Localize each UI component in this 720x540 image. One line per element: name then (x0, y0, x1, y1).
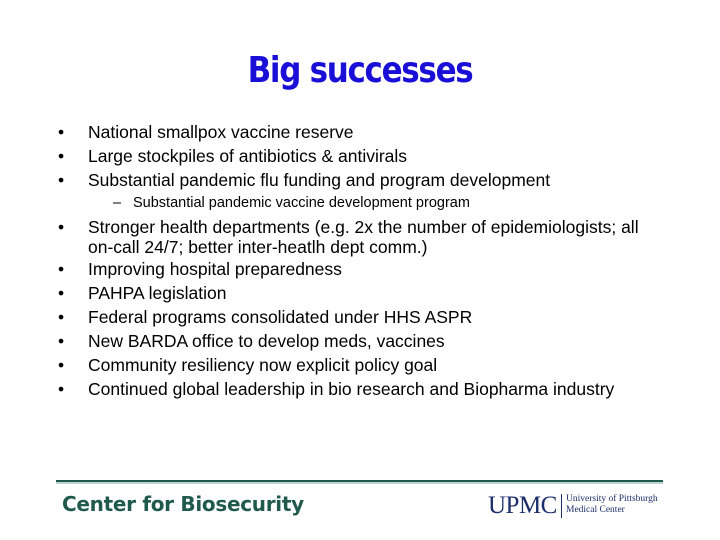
footer-rule-light (56, 482, 663, 484)
sub-bullet-text: Substantial pandemic vaccine development program (133, 195, 470, 211)
upmc-logo: UPMC (488, 492, 557, 519)
bullet-marker: • (58, 283, 65, 303)
bullet-marker: • (58, 379, 65, 399)
bullet-marker: • (58, 146, 65, 166)
bullet-text: Substantial pandemic flu funding and program development (88, 170, 551, 190)
slide-title: Big successes (247, 50, 473, 91)
bullet-text: PAHPA legislation (88, 283, 227, 303)
bullet-text: Continued global leadership in bio research and Biopharma industry (88, 379, 615, 399)
bullet-text: Stronger health departments (e.g. 2x the number of epidemiologists; all on-call 24/7; better inter-heatlh dept comm.) (88, 217, 639, 257)
bullet-marker: • (58, 122, 65, 142)
bullet-marker: • (58, 307, 65, 327)
bullet-text: Community resiliency now explicit policy goal (88, 355, 438, 375)
upmc-logo-divider (561, 494, 562, 518)
bullet-text: Improving hospital preparedness (88, 259, 342, 279)
bullet-marker: • (58, 217, 65, 237)
bullet-marker: • (58, 259, 65, 279)
upmc-logo-subtitle (566, 494, 658, 516)
bullet-text: Federal programs consolidated under HHS ASPR (88, 307, 473, 327)
bullet-text: New BARDA office to develop meds, vaccines (88, 331, 445, 351)
bullet-marker: • (58, 170, 65, 190)
bullet-marker: • (58, 331, 65, 351)
upmc-logo-subtitle-line1: University of Pittsburgh (566, 494, 658, 504)
sub-bullet-marker: – (113, 195, 122, 211)
bullet-text: Large stockpiles of antibiotics & antivirals (88, 146, 408, 166)
bullet-marker: • (58, 355, 65, 375)
bullet-text: National smallpox vaccine reserve (88, 122, 354, 142)
center-for-biosecurity-logo: Center for Biosecurity (62, 492, 304, 516)
upmc-logo-subtitle-line2: Medical Center (566, 505, 625, 515)
